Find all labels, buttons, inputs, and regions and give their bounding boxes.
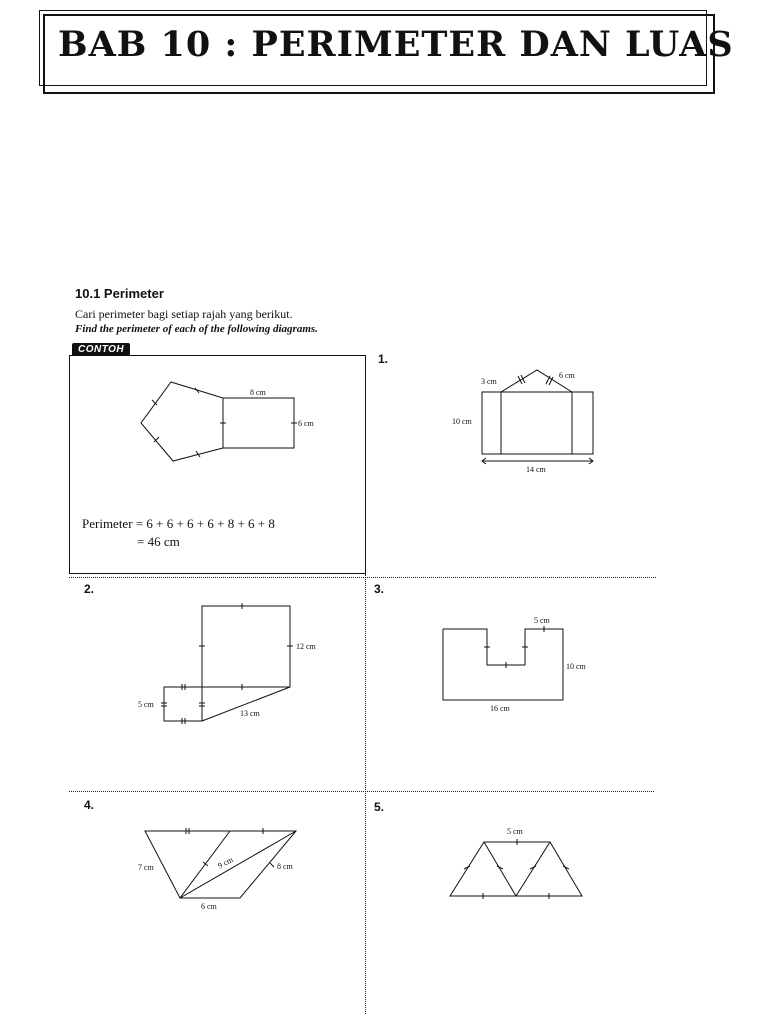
q4-label-a: 7 cm: [138, 863, 154, 872]
example-label-top: 8 cm: [250, 388, 266, 397]
q4-label-d: 6 cm: [201, 902, 217, 911]
question-5-figure: [450, 839, 582, 899]
q2-label-a: 12 cm: [296, 642, 316, 651]
question-1-number: 1.: [378, 352, 389, 366]
example-tag: CONTOH: [72, 343, 130, 356]
q1-label-a: 3 cm: [481, 377, 497, 386]
question-2-figure: [161, 603, 293, 724]
q3-label-c: 16 cm: [490, 704, 510, 713]
question-2-number: 2.: [84, 582, 95, 596]
example-figure: [141, 382, 297, 461]
q1-label-height: 10 cm: [452, 417, 472, 426]
q3-label-a: 5 cm: [534, 616, 550, 625]
q1-label-width: 14 cm: [526, 465, 546, 474]
q3-label-b: 10 cm: [566, 662, 586, 671]
q1-label-b: 6 cm: [559, 371, 575, 380]
question-1-figure: [482, 370, 593, 464]
example-answer-line-1: Perimeter = 6 + 6 + 6 + 6 + 8 + 6 + 8: [82, 516, 275, 531]
page-title: BAB 10 : PERIMETER DAN LUAS: [58, 24, 734, 65]
example-answer-line-2: = 46 cm: [137, 534, 180, 549]
example-label-side: 6 cm: [298, 419, 314, 428]
q5-label-a: 5 cm: [507, 827, 523, 836]
instruction-malay: Cari perimeter bagi setiap rajah yang berikut.: [75, 307, 293, 321]
q2-label-b: 5 cm: [138, 700, 154, 709]
question-3-number: 3.: [374, 582, 385, 596]
instruction-english: Find the perimeter of each of the following diagrams.: [75, 323, 318, 335]
q4-label-b: 9 cm: [216, 854, 235, 871]
question-3-figure: [443, 626, 563, 700]
question-5-number: 5.: [374, 800, 385, 814]
q4-label-c: 8 cm: [277, 862, 293, 871]
q2-label-c: 13 cm: [240, 709, 260, 718]
section-heading: 10.1 Perimeter: [75, 286, 164, 301]
question-4-number: 4.: [84, 798, 95, 812]
